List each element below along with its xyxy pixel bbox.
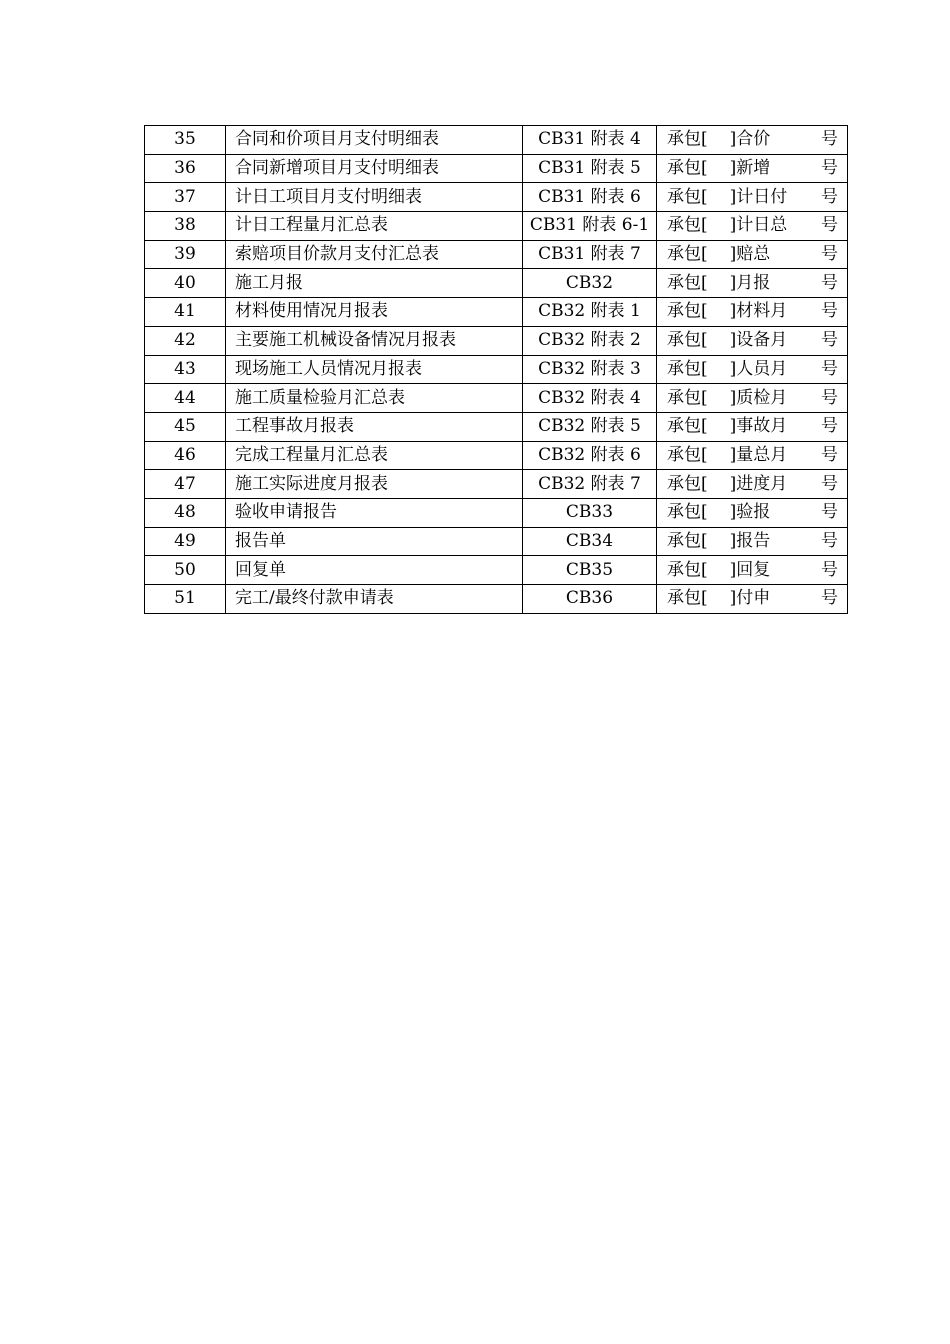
form-code: CB32 附表 6 bbox=[523, 441, 657, 470]
document-number-cell bbox=[657, 441, 848, 470]
form-code: CB32 附表 5 bbox=[523, 412, 657, 441]
row-number: 43 bbox=[145, 355, 226, 384]
number-end: 号 bbox=[821, 244, 838, 265]
number-prefix: 承包[ bbox=[667, 473, 708, 494]
number-suffix: ]回复 bbox=[729, 559, 771, 580]
row-number: 35 bbox=[145, 126, 226, 155]
form-name: 报告单 bbox=[226, 527, 523, 556]
document-number-cell bbox=[657, 212, 848, 241]
number-prefix: 承包[ bbox=[667, 530, 708, 551]
number-end: 号 bbox=[821, 158, 838, 179]
row-number: 45 bbox=[145, 412, 226, 441]
number-suffix: ]合价 bbox=[729, 129, 771, 150]
form-name: 施工实际进度月报表 bbox=[226, 470, 523, 499]
document-number-cell bbox=[657, 498, 848, 527]
form-name: 计日工程量月汇总表 bbox=[226, 212, 523, 241]
table-row bbox=[145, 240, 848, 269]
table-row bbox=[145, 556, 848, 585]
number-end: 号 bbox=[821, 129, 838, 150]
number-prefix: 承包[ bbox=[667, 244, 708, 265]
number-end: 号 bbox=[821, 272, 838, 293]
form-name: 工程事故月报表 bbox=[226, 412, 523, 441]
document-number-cell bbox=[657, 384, 848, 413]
row-number: 39 bbox=[145, 240, 226, 269]
document-number-cell bbox=[657, 412, 848, 441]
number-suffix: ]新增 bbox=[729, 158, 771, 179]
form-code: CB31 附表 7 bbox=[523, 240, 657, 269]
number-prefix: 承包[ bbox=[667, 330, 708, 351]
form-code: CB32 附表 4 bbox=[523, 384, 657, 413]
form-code: CB31 附表 6 bbox=[523, 183, 657, 212]
form-code: CB32 附表 1 bbox=[523, 298, 657, 327]
row-number: 51 bbox=[145, 585, 226, 614]
number-prefix: 承包[ bbox=[667, 444, 708, 465]
form-name: 回复单 bbox=[226, 556, 523, 585]
form-code: CB35 bbox=[523, 556, 657, 585]
form-code: CB31 附表 5 bbox=[523, 154, 657, 183]
row-number: 46 bbox=[145, 441, 226, 470]
number-end: 号 bbox=[821, 358, 838, 379]
row-number: 48 bbox=[145, 498, 226, 527]
table-row bbox=[145, 298, 848, 327]
number-end: 号 bbox=[821, 530, 838, 551]
document-number-cell bbox=[657, 470, 848, 499]
form-name: 计日工项目月支付明细表 bbox=[226, 183, 523, 212]
form-code: CB32 附表 7 bbox=[523, 470, 657, 499]
form-code: CB34 bbox=[523, 527, 657, 556]
document-number-cell bbox=[657, 585, 848, 614]
table-row bbox=[145, 384, 848, 413]
table-row bbox=[145, 183, 848, 212]
row-number: 37 bbox=[145, 183, 226, 212]
table-row bbox=[145, 326, 848, 355]
form-name: 主要施工机械设备情况月报表 bbox=[226, 326, 523, 355]
number-suffix: ]材料月 bbox=[729, 301, 788, 322]
number-prefix: 承包[ bbox=[667, 588, 708, 609]
form-index-table bbox=[144, 125, 848, 614]
row-number: 42 bbox=[145, 326, 226, 355]
document-number-cell bbox=[657, 527, 848, 556]
number-end: 号 bbox=[821, 588, 838, 609]
number-suffix: ]赔总 bbox=[729, 244, 771, 265]
document-number-cell bbox=[657, 269, 848, 298]
document-number-cell bbox=[657, 183, 848, 212]
table-row bbox=[145, 269, 848, 298]
form-name: 材料使用情况月报表 bbox=[226, 298, 523, 327]
row-number: 47 bbox=[145, 470, 226, 499]
number-suffix: ]报告 bbox=[729, 530, 771, 551]
number-prefix: 承包[ bbox=[667, 272, 708, 293]
number-suffix: ]量总月 bbox=[729, 444, 788, 465]
form-code: CB32 bbox=[523, 269, 657, 298]
number-prefix: 承包[ bbox=[667, 301, 708, 322]
form-name: 合同和价项目月支付明细表 bbox=[226, 126, 523, 155]
table-row bbox=[145, 355, 848, 384]
row-number: 36 bbox=[145, 154, 226, 183]
number-prefix: 承包[ bbox=[667, 186, 708, 207]
form-name: 现场施工人员情况月报表 bbox=[226, 355, 523, 384]
number-suffix: ]验报 bbox=[729, 502, 771, 523]
form-code: CB32 附表 2 bbox=[523, 326, 657, 355]
table-row bbox=[145, 441, 848, 470]
number-suffix: ]付申 bbox=[729, 588, 771, 609]
number-end: 号 bbox=[821, 416, 838, 437]
number-end: 号 bbox=[821, 186, 838, 207]
document-number-cell bbox=[657, 556, 848, 585]
number-suffix: ]计日付 bbox=[729, 186, 788, 207]
form-name: 完成工程量月汇总表 bbox=[226, 441, 523, 470]
number-prefix: 承包[ bbox=[667, 129, 708, 150]
table-row bbox=[145, 212, 848, 241]
number-end: 号 bbox=[821, 301, 838, 322]
table-row bbox=[145, 412, 848, 441]
row-number: 38 bbox=[145, 212, 226, 241]
document-number-cell bbox=[657, 240, 848, 269]
row-number: 40 bbox=[145, 269, 226, 298]
number-end: 号 bbox=[821, 215, 838, 236]
number-prefix: 承包[ bbox=[667, 215, 708, 236]
form-code: CB31 附表 4 bbox=[523, 126, 657, 155]
row-number: 49 bbox=[145, 527, 226, 556]
document-number-cell bbox=[657, 126, 848, 155]
row-number: 50 bbox=[145, 556, 226, 585]
number-end: 号 bbox=[821, 330, 838, 351]
number-end: 号 bbox=[821, 473, 838, 494]
table-row bbox=[145, 126, 848, 155]
form-name: 索赔项目价款月支付汇总表 bbox=[226, 240, 523, 269]
document-number-cell bbox=[657, 154, 848, 183]
number-end: 号 bbox=[821, 559, 838, 580]
document-number-cell bbox=[657, 326, 848, 355]
number-suffix: ]人员月 bbox=[729, 358, 788, 379]
number-prefix: 承包[ bbox=[667, 358, 708, 379]
row-number: 41 bbox=[145, 298, 226, 327]
form-name: 完工/最终付款申请表 bbox=[226, 585, 523, 614]
number-suffix: ]事故月 bbox=[729, 416, 788, 437]
row-number: 44 bbox=[145, 384, 226, 413]
form-name: 施工质量检验月汇总表 bbox=[226, 384, 523, 413]
number-prefix: 承包[ bbox=[667, 559, 708, 580]
number-prefix: 承包[ bbox=[667, 158, 708, 179]
table-row bbox=[145, 470, 848, 499]
number-end: 号 bbox=[821, 444, 838, 465]
form-code: CB36 bbox=[523, 585, 657, 614]
number-end: 号 bbox=[821, 502, 838, 523]
form-code: CB33 bbox=[523, 498, 657, 527]
number-prefix: 承包[ bbox=[667, 387, 708, 408]
number-suffix: ]设备月 bbox=[729, 330, 788, 351]
document-number-cell bbox=[657, 355, 848, 384]
document-number-cell bbox=[657, 298, 848, 327]
number-prefix: 承包[ bbox=[667, 502, 708, 523]
form-code: CB31 附表 6-1 bbox=[523, 212, 657, 241]
number-suffix: ]进度月 bbox=[729, 473, 788, 494]
number-end: 号 bbox=[821, 387, 838, 408]
number-suffix: ]质检月 bbox=[729, 387, 788, 408]
form-name: 合同新增项目月支付明细表 bbox=[226, 154, 523, 183]
form-name: 施工月报 bbox=[226, 269, 523, 298]
number-suffix: ]月报 bbox=[729, 272, 771, 293]
number-suffix: ]计日总 bbox=[729, 215, 788, 236]
form-code: CB32 附表 3 bbox=[523, 355, 657, 384]
table-row bbox=[145, 154, 848, 183]
number-prefix: 承包[ bbox=[667, 416, 708, 437]
form-name: 验收申请报告 bbox=[226, 498, 523, 527]
table-row bbox=[145, 585, 848, 614]
table-row bbox=[145, 527, 848, 556]
table-row bbox=[145, 498, 848, 527]
